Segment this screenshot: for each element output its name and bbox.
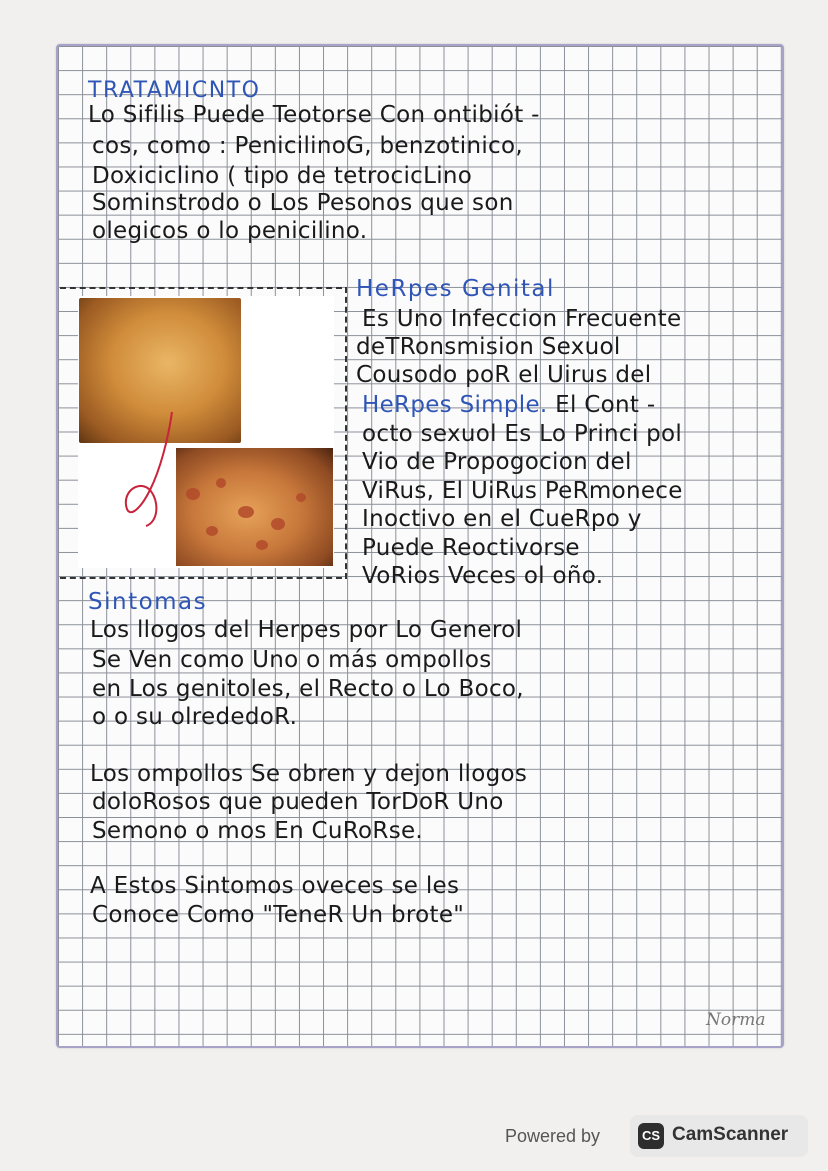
tratamiento-heading: TRATAMICNTO (88, 78, 261, 103)
sintomas-p2-line-1: Los ompollos Se obren y dejon llogos (90, 761, 528, 787)
sintomas-p3-line-1: A Estos Sintomos oveces se les (90, 873, 460, 899)
cut-line-top (60, 287, 342, 289)
herpes-line-2: deTRonsmision Sexuol (356, 334, 621, 360)
cut-line-right (345, 287, 347, 579)
herpes-line-4 (362, 392, 655, 418)
sintomas-heading: Sintomas (88, 589, 208, 615)
sintomas-p2-line-2: doloRosos que pueden TorDoR Uno (92, 789, 504, 815)
notebook-brand-logo: Norma (706, 1010, 766, 1030)
herpes-line-6: Vio de Propogocion del (362, 449, 632, 475)
herpes-line-10: VoRios Veces ol oño. (362, 563, 604, 589)
herpes-photo-2 (176, 448, 333, 566)
tratamiento-line-4: Sominstrodo o Los Pesonos que son (92, 190, 514, 216)
sintomas-p1-line-4: o o su olrededoR. (92, 704, 298, 730)
sintomas-p1-line-2: Se Ven como Uno o más ompollos (92, 647, 492, 673)
sintomas-p1-line-3: en Los genitoles, el Recto o Lo Boco, (92, 676, 524, 702)
camscanner-logo-icon: CS (638, 1123, 664, 1149)
tratamiento-line-3: Doxiciclino ( tipo de tetrocicLino (92, 163, 473, 189)
herpes-line-1: Es Uno Infeccion Frecuente (362, 306, 682, 332)
tratamiento-line-1: Lo Sifilis Puede Teotorse Con ontibiót - (88, 102, 540, 128)
powered-by-label: Powered by (505, 1126, 601, 1146)
herpes-line-7: ViRus, El UiRus PeRmonece (362, 478, 683, 504)
red-pen-sketch (120, 410, 190, 530)
herpes-line-8: Inoctivo en el CueRpo y (362, 506, 642, 532)
sintomas-p1-line-1: Los llogos del Herpes por Lo Generol (90, 617, 523, 643)
sintomas-p3-line-2: Conoce Como "TeneR Un brote" (92, 902, 465, 928)
herpes-line-3: Cousodo poR el Uirus del (356, 362, 652, 388)
herpes-heading: HeRpes Genital (356, 276, 555, 302)
camscanner-badge (630, 1115, 808, 1157)
tratamiento-line-5: olegicos o lo penicilino. (92, 218, 368, 244)
herpes-line-5: octo sexuol Es Lo Princi pol (362, 421, 683, 447)
sintomas-p2-line-3: Semono o mos En CuRoRse. (92, 818, 424, 844)
cut-line-bottom (60, 577, 342, 579)
herpes-simple-term: HeRpes Simple. (362, 392, 548, 418)
tratamiento-line-2: cos, como : PenicilinoG, benzotinico, (92, 133, 523, 159)
herpes-line-4-rest: El Cont - (547, 392, 656, 418)
herpes-line-9: Puede Reoctivorse (362, 535, 580, 561)
camscanner-name: CamScanner (672, 1124, 789, 1145)
